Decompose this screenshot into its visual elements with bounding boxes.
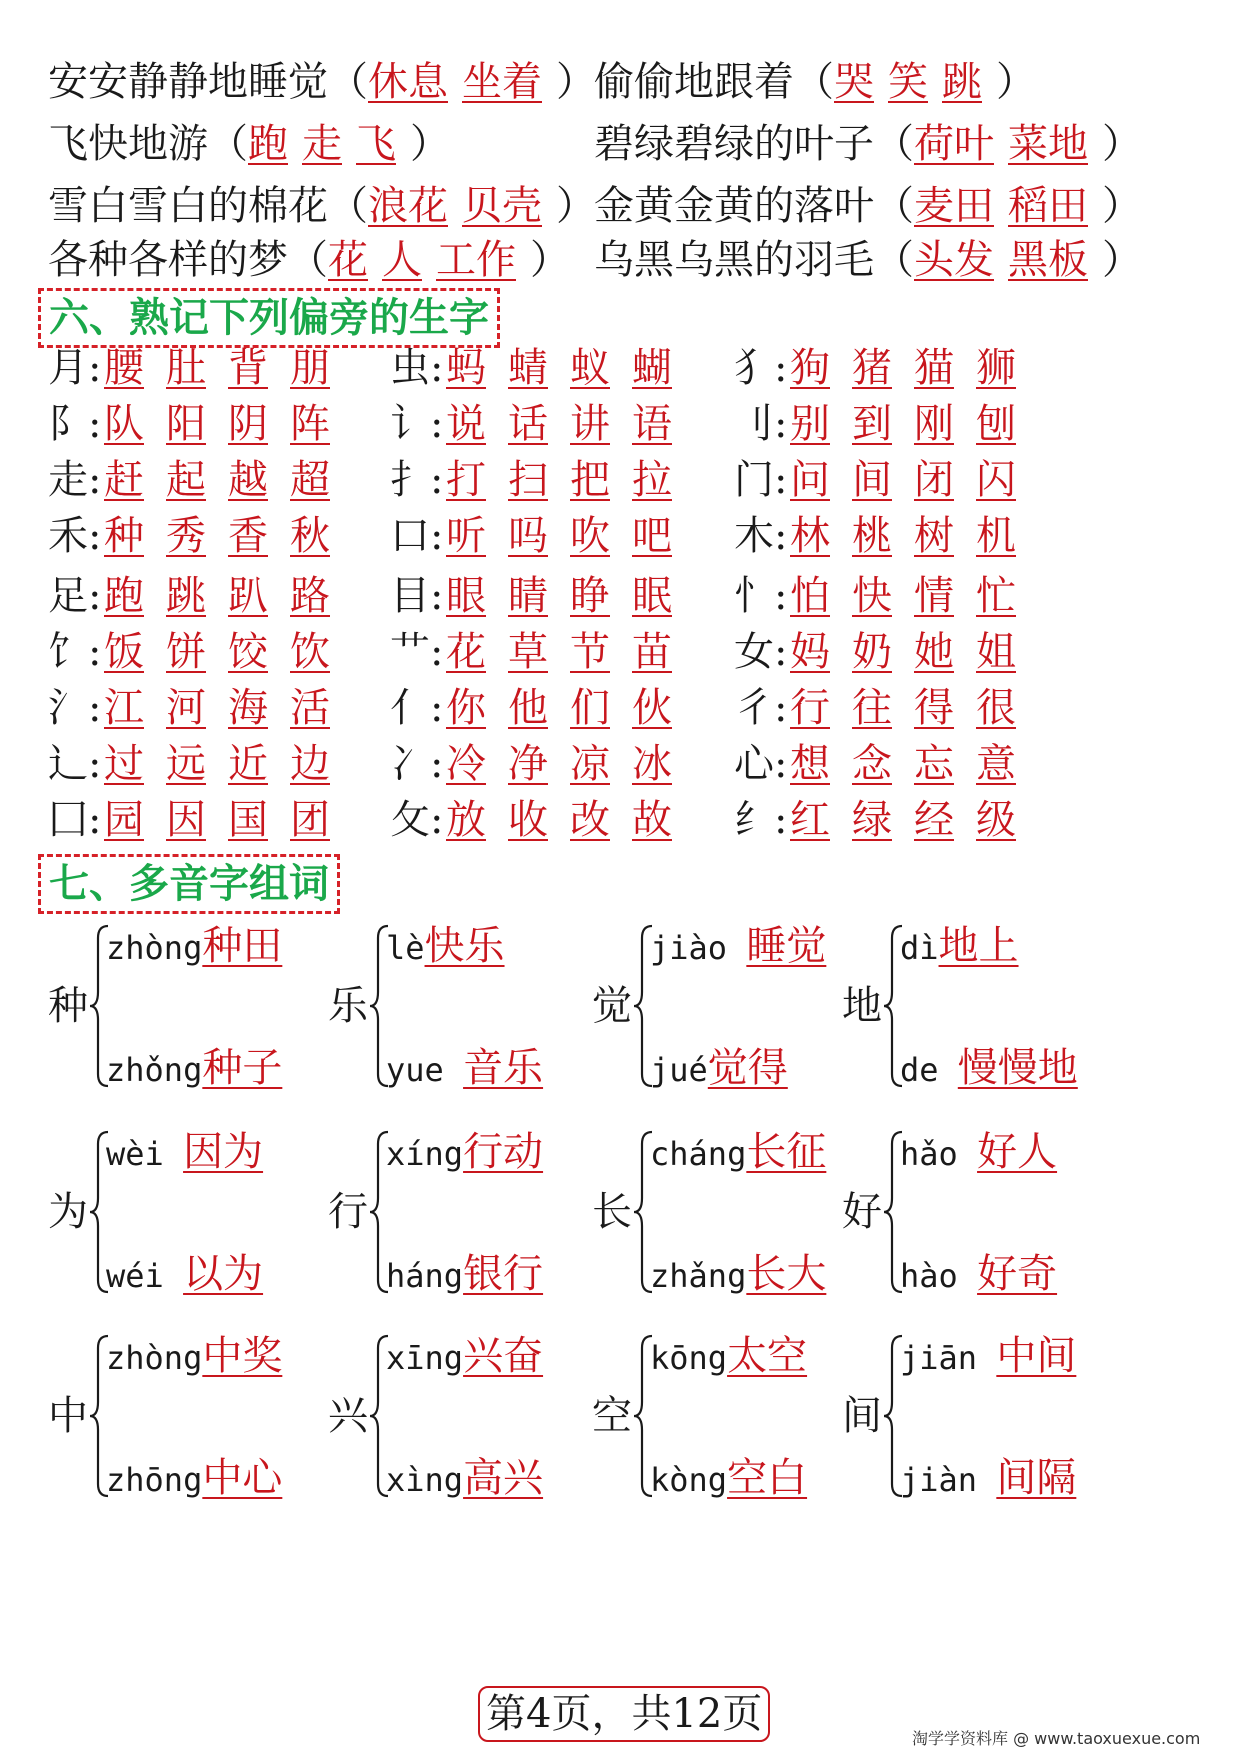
radical-char: 绿 bbox=[852, 797, 892, 843]
phrase-prefix: 雪白雪白的棉花（ bbox=[48, 183, 368, 229]
polyphone-bottom bbox=[386, 1455, 544, 1501]
radical-char: 放 bbox=[446, 797, 486, 843]
radical-char: 往 bbox=[852, 685, 892, 731]
phrase-prefix: 飞快地游（ bbox=[48, 121, 248, 167]
radical-row bbox=[390, 344, 672, 392]
radical-char: 语 bbox=[632, 401, 672, 447]
radical-row bbox=[48, 796, 330, 844]
radical-row bbox=[734, 400, 1016, 448]
polyphone-top bbox=[106, 1333, 283, 1379]
radical-char: 冷 bbox=[446, 741, 486, 787]
polyphone-bottom bbox=[106, 1455, 283, 1501]
polyphone-char: 种 bbox=[48, 983, 88, 1029]
radical-char: 因 bbox=[166, 797, 206, 843]
radical-char: 肚 bbox=[166, 345, 206, 391]
radical-row bbox=[734, 572, 1016, 620]
radical-char: 阵 bbox=[290, 401, 330, 447]
pinyin: lè bbox=[386, 929, 425, 967]
polyphone-word: 空白 bbox=[727, 1455, 808, 1501]
radical-row bbox=[390, 572, 672, 620]
radical-char: 河 bbox=[166, 685, 206, 731]
pinyin: yue bbox=[386, 1051, 464, 1089]
radical-label: 口: bbox=[390, 513, 444, 559]
radical-row bbox=[734, 740, 1016, 788]
phrase-answer: 哭 bbox=[834, 59, 874, 105]
polyphone-char: 空 bbox=[592, 1393, 632, 1439]
radical-char: 问 bbox=[790, 457, 830, 503]
radical-char: 节 bbox=[570, 629, 610, 675]
phrase-suffix: ） bbox=[1102, 237, 1142, 283]
radical-char: 苗 bbox=[632, 629, 672, 675]
radical-row bbox=[390, 740, 672, 788]
phrase-prefix: 各种各样的梦（ bbox=[48, 237, 328, 283]
polyphone-bottom bbox=[386, 1251, 544, 1297]
polyphone-top bbox=[900, 1129, 1058, 1175]
radical-char: 伙 bbox=[632, 685, 672, 731]
radical-char: 们 bbox=[570, 685, 610, 731]
radical-char: 阴 bbox=[228, 401, 268, 447]
radical-char: 她 bbox=[914, 629, 954, 675]
phrase-answer: 黑板 bbox=[1008, 237, 1088, 283]
radical-label: 犭: bbox=[734, 345, 788, 391]
radical-char: 把 bbox=[570, 457, 610, 503]
radical-row bbox=[48, 344, 330, 392]
pinyin: zhòng bbox=[106, 929, 203, 967]
phrase-answer: 稻田 bbox=[1008, 183, 1088, 229]
phrase-answer: 休息 bbox=[368, 59, 448, 105]
radical-char: 话 bbox=[508, 401, 548, 447]
polyphone-word: 兴奋 bbox=[463, 1333, 544, 1379]
phrase-answer: 笑 bbox=[888, 59, 928, 105]
phrase-prefix: 偷偷地跟着（ bbox=[594, 59, 834, 105]
radical-row bbox=[734, 796, 1016, 844]
radical-char: 秀 bbox=[166, 513, 206, 559]
pinyin: jiàn bbox=[900, 1461, 997, 1499]
radical-label: 刂: bbox=[734, 401, 788, 447]
radical-char: 睛 bbox=[508, 573, 548, 619]
pinyin: xìng bbox=[386, 1461, 464, 1499]
radical-row bbox=[734, 456, 1016, 504]
radical-char: 奶 bbox=[852, 629, 892, 675]
radical-row bbox=[390, 400, 672, 448]
radical-label: 讠: bbox=[390, 401, 444, 447]
polyphone-char: 中 bbox=[48, 1393, 88, 1439]
radical-char: 刚 bbox=[914, 401, 954, 447]
radical-char: 蜻 bbox=[508, 345, 548, 391]
polyphone-word: 间隔 bbox=[996, 1455, 1077, 1501]
polyphone-word: 中奖 bbox=[202, 1333, 283, 1379]
phrase-answer: 麦田 bbox=[914, 183, 994, 229]
radical-char: 打 bbox=[446, 457, 486, 503]
phrase-row bbox=[48, 182, 596, 230]
radical-char: 狗 bbox=[790, 345, 830, 391]
polyphone-top bbox=[386, 1129, 544, 1175]
radical-char: 红 bbox=[790, 797, 830, 843]
polyphone-word: 中心 bbox=[202, 1455, 283, 1501]
radical-char: 超 bbox=[290, 457, 330, 503]
radical-label: 氵: bbox=[48, 685, 102, 731]
phrase-prefix: 碧绿碧绿的叶子（ bbox=[594, 121, 914, 167]
polyphone-word: 长大 bbox=[746, 1251, 827, 1297]
polyphone-word: 地上 bbox=[938, 923, 1019, 969]
radical-char: 说 bbox=[446, 401, 486, 447]
polyphone-bottom bbox=[900, 1455, 1077, 1501]
radical-char: 吧 bbox=[632, 513, 672, 559]
radical-char: 香 bbox=[228, 513, 268, 559]
radical-char: 猪 bbox=[852, 345, 892, 391]
radical-char: 起 bbox=[166, 457, 206, 503]
polyphone-bottom bbox=[650, 1455, 808, 1501]
radical-label: 足: bbox=[48, 573, 102, 619]
polyphone-top bbox=[106, 923, 283, 969]
radical-label: 心: bbox=[734, 741, 788, 787]
radical-char: 背 bbox=[228, 345, 268, 391]
polyphone-bottom bbox=[650, 1045, 788, 1091]
radical-char: 饺 bbox=[228, 629, 268, 675]
radical-label: 辶: bbox=[48, 741, 102, 787]
radical-row bbox=[734, 512, 1016, 560]
pinyin: jué bbox=[650, 1051, 708, 1089]
polyphone-char: 长 bbox=[592, 1189, 632, 1235]
radical-char: 妈 bbox=[790, 629, 830, 675]
radical-row bbox=[390, 456, 672, 504]
radical-char: 想 bbox=[790, 741, 830, 787]
radical-label: 攵: bbox=[390, 797, 444, 843]
polyphone-word: 快乐 bbox=[424, 923, 505, 969]
radical-char: 趴 bbox=[228, 573, 268, 619]
polyphone-bottom bbox=[106, 1251, 264, 1297]
radical-char: 净 bbox=[508, 741, 548, 787]
phrase-row bbox=[594, 120, 1142, 168]
polyphone-word: 好奇 bbox=[977, 1251, 1058, 1297]
radical-char: 忙 bbox=[976, 573, 1016, 619]
radical-char: 快 bbox=[852, 573, 892, 619]
pinyin: jiān bbox=[900, 1339, 997, 1377]
pinyin: zhòng bbox=[106, 1339, 203, 1377]
radical-char: 跑 bbox=[104, 573, 144, 619]
polyphone-top bbox=[900, 923, 1019, 969]
pinyin: de bbox=[900, 1051, 958, 1089]
polyphone-char: 为 bbox=[48, 1189, 88, 1235]
polyphone-word: 行动 bbox=[463, 1129, 544, 1175]
polyphone-char: 好 bbox=[842, 1189, 882, 1235]
radical-char: 忘 bbox=[914, 741, 954, 787]
radical-char: 你 bbox=[446, 685, 486, 731]
phrase-suffix: ） bbox=[1102, 121, 1142, 167]
radical-row bbox=[48, 512, 330, 560]
radical-char: 很 bbox=[976, 685, 1016, 731]
polyphone-char: 间 bbox=[842, 1393, 882, 1439]
phrase-row bbox=[48, 120, 450, 168]
phrase-prefix: 金黄金黄的落叶（ bbox=[594, 183, 914, 229]
radical-row bbox=[734, 684, 1016, 732]
radical-char: 赶 bbox=[104, 457, 144, 503]
radical-char: 怕 bbox=[790, 573, 830, 619]
radical-char: 别 bbox=[790, 401, 830, 447]
radical-char: 机 bbox=[976, 513, 1016, 559]
phrase-suffix: ） bbox=[530, 237, 570, 283]
radical-row bbox=[48, 400, 330, 448]
radical-char: 远 bbox=[166, 741, 206, 787]
pinyin: jiào bbox=[650, 929, 747, 967]
radical-label: 囗: bbox=[48, 797, 102, 843]
radical-char: 闪 bbox=[976, 457, 1016, 503]
phrase-answer: 飞 bbox=[356, 121, 396, 167]
polyphone-word: 种子 bbox=[202, 1045, 283, 1091]
radical-char: 江 bbox=[104, 685, 144, 731]
radical-row bbox=[390, 628, 672, 676]
radical-row bbox=[390, 796, 672, 844]
radical-char: 蚂 bbox=[446, 345, 486, 391]
polyphone-word: 睡觉 bbox=[746, 923, 827, 969]
radical-label: 月: bbox=[48, 345, 102, 391]
radical-char: 拉 bbox=[632, 457, 672, 503]
radical-label: 目: bbox=[390, 573, 444, 619]
radical-char: 海 bbox=[228, 685, 268, 731]
radical-row bbox=[390, 512, 672, 560]
polyphone-bottom bbox=[900, 1251, 1058, 1297]
radical-row bbox=[48, 456, 330, 504]
pinyin: cháng bbox=[650, 1135, 747, 1173]
radical-char: 情 bbox=[914, 573, 954, 619]
radical-label: 门: bbox=[734, 457, 788, 503]
radical-char: 秋 bbox=[290, 513, 330, 559]
phrase-answer: 花 bbox=[328, 237, 368, 283]
polyphone-top bbox=[650, 923, 827, 969]
radical-char: 饭 bbox=[104, 629, 144, 675]
phrase-suffix: ） bbox=[556, 183, 596, 229]
phrase-answer: 工作 bbox=[436, 237, 516, 283]
radical-label: 彳: bbox=[734, 685, 788, 731]
radical-label: 扌: bbox=[390, 457, 444, 503]
phrase-row bbox=[594, 236, 1142, 284]
radical-char: 经 bbox=[914, 797, 954, 843]
radical-char: 到 bbox=[852, 401, 892, 447]
radical-label: 亻: bbox=[390, 685, 444, 731]
polyphone-top bbox=[900, 1333, 1077, 1379]
radical-char: 树 bbox=[914, 513, 954, 559]
radical-char: 故 bbox=[632, 797, 672, 843]
polyphone-char: 地 bbox=[842, 983, 882, 1029]
radical-char: 吹 bbox=[570, 513, 610, 559]
radical-char: 队 bbox=[104, 401, 144, 447]
radical-char: 念 bbox=[852, 741, 892, 787]
radical-char: 园 bbox=[104, 797, 144, 843]
radical-char: 改 bbox=[570, 797, 610, 843]
radical-char: 过 bbox=[104, 741, 144, 787]
radical-char: 蚁 bbox=[570, 345, 610, 391]
polyphone-top bbox=[386, 1333, 544, 1379]
pinyin: zhōng bbox=[106, 1461, 203, 1499]
radical-row bbox=[734, 344, 1016, 392]
radical-label: 纟: bbox=[734, 797, 788, 843]
radical-char: 刨 bbox=[976, 401, 1016, 447]
phrase-row bbox=[48, 236, 570, 284]
phrase-answer: 头发 bbox=[914, 237, 994, 283]
polyphone-char: 乐 bbox=[328, 983, 368, 1029]
polyphone-word: 音乐 bbox=[463, 1045, 544, 1091]
radical-char: 边 bbox=[290, 741, 330, 787]
phrase-answer: 荷叶 bbox=[914, 121, 994, 167]
radical-char: 种 bbox=[104, 513, 144, 559]
polyphone-word: 以为 bbox=[183, 1251, 264, 1297]
phrase-suffix: ） bbox=[996, 59, 1036, 105]
radical-char: 猫 bbox=[914, 345, 954, 391]
radical-char: 得 bbox=[914, 685, 954, 731]
polyphone-top bbox=[386, 923, 505, 969]
phrase-answer: 走 bbox=[302, 121, 342, 167]
radical-char: 他 bbox=[508, 685, 548, 731]
radical-row bbox=[734, 628, 1016, 676]
polyphone-char: 行 bbox=[328, 1189, 368, 1235]
radical-char: 花 bbox=[446, 629, 486, 675]
radical-char: 朋 bbox=[290, 345, 330, 391]
radical-label: 虫: bbox=[390, 345, 444, 391]
radical-char: 级 bbox=[976, 797, 1016, 843]
radical-char: 越 bbox=[228, 457, 268, 503]
polyphone-word: 银行 bbox=[463, 1251, 544, 1297]
radical-char: 讲 bbox=[570, 401, 610, 447]
radical-row bbox=[48, 572, 330, 620]
polyphone-word: 因为 bbox=[183, 1129, 264, 1175]
radical-char: 冰 bbox=[632, 741, 672, 787]
polyphone-word: 慢慢地 bbox=[957, 1045, 1078, 1091]
polyphone-char: 兴 bbox=[328, 1393, 368, 1439]
pinyin: wéi bbox=[106, 1257, 184, 1295]
radical-char: 林 bbox=[790, 513, 830, 559]
polyphone-bottom bbox=[650, 1251, 827, 1297]
phrase-answer: 菜地 bbox=[1008, 121, 1088, 167]
radical-char: 收 bbox=[508, 797, 548, 843]
pinyin: zhǒng bbox=[106, 1051, 203, 1089]
radical-char: 近 bbox=[228, 741, 268, 787]
radical-row bbox=[390, 684, 672, 732]
phrase-row bbox=[48, 58, 596, 106]
radical-char: 意 bbox=[976, 741, 1016, 787]
watermark: 淘学学资料库 @ www.taoxuexue.com bbox=[912, 1729, 1201, 1748]
polyphone-top bbox=[650, 1333, 808, 1379]
phrase-row bbox=[594, 182, 1142, 230]
radical-char: 团 bbox=[290, 797, 330, 843]
phrase-answer: 跳 bbox=[942, 59, 982, 105]
polyphone-word: 觉得 bbox=[707, 1045, 788, 1091]
page-number: 第4页，共12页 bbox=[478, 1686, 770, 1742]
phrase-prefix: 乌黑乌黑的羽毛（ bbox=[594, 237, 914, 283]
pinyin: hǎo bbox=[900, 1135, 978, 1173]
polyphone-word: 好人 bbox=[977, 1129, 1058, 1175]
polyphone-top bbox=[650, 1129, 827, 1175]
radical-char: 饮 bbox=[290, 629, 330, 675]
phrase-suffix: ） bbox=[1102, 183, 1142, 229]
radical-char: 闭 bbox=[914, 457, 954, 503]
polyphone-word: 长征 bbox=[746, 1129, 827, 1175]
radical-label: 忄: bbox=[734, 573, 788, 619]
radical-char: 国 bbox=[228, 797, 268, 843]
radical-char: 扫 bbox=[508, 457, 548, 503]
radical-label: 艹: bbox=[390, 629, 444, 675]
radical-char: 饼 bbox=[166, 629, 206, 675]
section-title-polyphones: 七、多音字组词 bbox=[38, 854, 340, 914]
radical-char: 狮 bbox=[976, 345, 1016, 391]
phrase-prefix: 安安静静地睡觉（ bbox=[48, 59, 368, 105]
polyphone-word: 种田 bbox=[202, 923, 283, 969]
radical-label: 走: bbox=[48, 457, 102, 503]
radical-char: 阳 bbox=[166, 401, 206, 447]
polyphone-word: 中间 bbox=[996, 1333, 1077, 1379]
radical-char: 凉 bbox=[570, 741, 610, 787]
radical-label: 禾: bbox=[48, 513, 102, 559]
pinyin: xíng bbox=[386, 1135, 464, 1173]
polyphone-bottom bbox=[900, 1045, 1078, 1091]
radical-char: 活 bbox=[290, 685, 330, 731]
phrase-answer: 人 bbox=[382, 237, 422, 283]
polyphone-bottom bbox=[106, 1045, 283, 1091]
radical-label: 阝: bbox=[48, 401, 102, 447]
pinyin: háng bbox=[386, 1257, 464, 1295]
radical-char: 草 bbox=[508, 629, 548, 675]
radical-row bbox=[48, 684, 330, 732]
polyphone-top bbox=[106, 1129, 264, 1175]
radical-char: 行 bbox=[790, 685, 830, 731]
radical-char: 眼 bbox=[446, 573, 486, 619]
pinyin: xīng bbox=[386, 1339, 464, 1377]
phrase-suffix: ） bbox=[410, 121, 450, 167]
radical-char: 姐 bbox=[976, 629, 1016, 675]
radical-row bbox=[48, 628, 330, 676]
pinyin: zhǎng bbox=[650, 1257, 747, 1295]
phrase-answer: 浪花 bbox=[368, 183, 448, 229]
radical-row bbox=[48, 740, 330, 788]
radical-char: 睁 bbox=[570, 573, 610, 619]
phrase-row bbox=[594, 58, 1036, 106]
pinyin: kòng bbox=[650, 1461, 728, 1499]
phrase-answer: 贝壳 bbox=[462, 183, 542, 229]
pinyin: dì bbox=[900, 929, 939, 967]
radical-label: 女: bbox=[734, 629, 788, 675]
section-title-radicals: 六、熟记下列偏旁的生字 bbox=[38, 288, 500, 348]
phrase-suffix: ） bbox=[556, 59, 596, 105]
phrase-answer: 跑 bbox=[248, 121, 288, 167]
polyphone-word: 高兴 bbox=[463, 1455, 544, 1501]
phrase-answer: 坐着 bbox=[462, 59, 542, 105]
polyphone-bottom bbox=[386, 1045, 544, 1091]
pinyin: hào bbox=[900, 1257, 978, 1295]
radical-char: 跳 bbox=[166, 573, 206, 619]
radical-char: 吗 bbox=[508, 513, 548, 559]
polyphone-word: 太空 bbox=[727, 1333, 808, 1379]
radical-char: 眠 bbox=[632, 573, 672, 619]
pinyin: kōng bbox=[650, 1339, 728, 1377]
radical-char: 间 bbox=[852, 457, 892, 503]
radical-char: 腰 bbox=[104, 345, 144, 391]
radical-char: 蝴 bbox=[632, 345, 672, 391]
radical-char: 听 bbox=[446, 513, 486, 559]
pinyin: wèi bbox=[106, 1135, 184, 1173]
radical-label: 饣: bbox=[48, 629, 102, 675]
radical-char: 路 bbox=[290, 573, 330, 619]
polyphone-char: 觉 bbox=[592, 983, 632, 1029]
radical-label: 木: bbox=[734, 513, 788, 559]
radical-label: 冫: bbox=[390, 741, 444, 787]
radical-char: 桃 bbox=[852, 513, 892, 559]
